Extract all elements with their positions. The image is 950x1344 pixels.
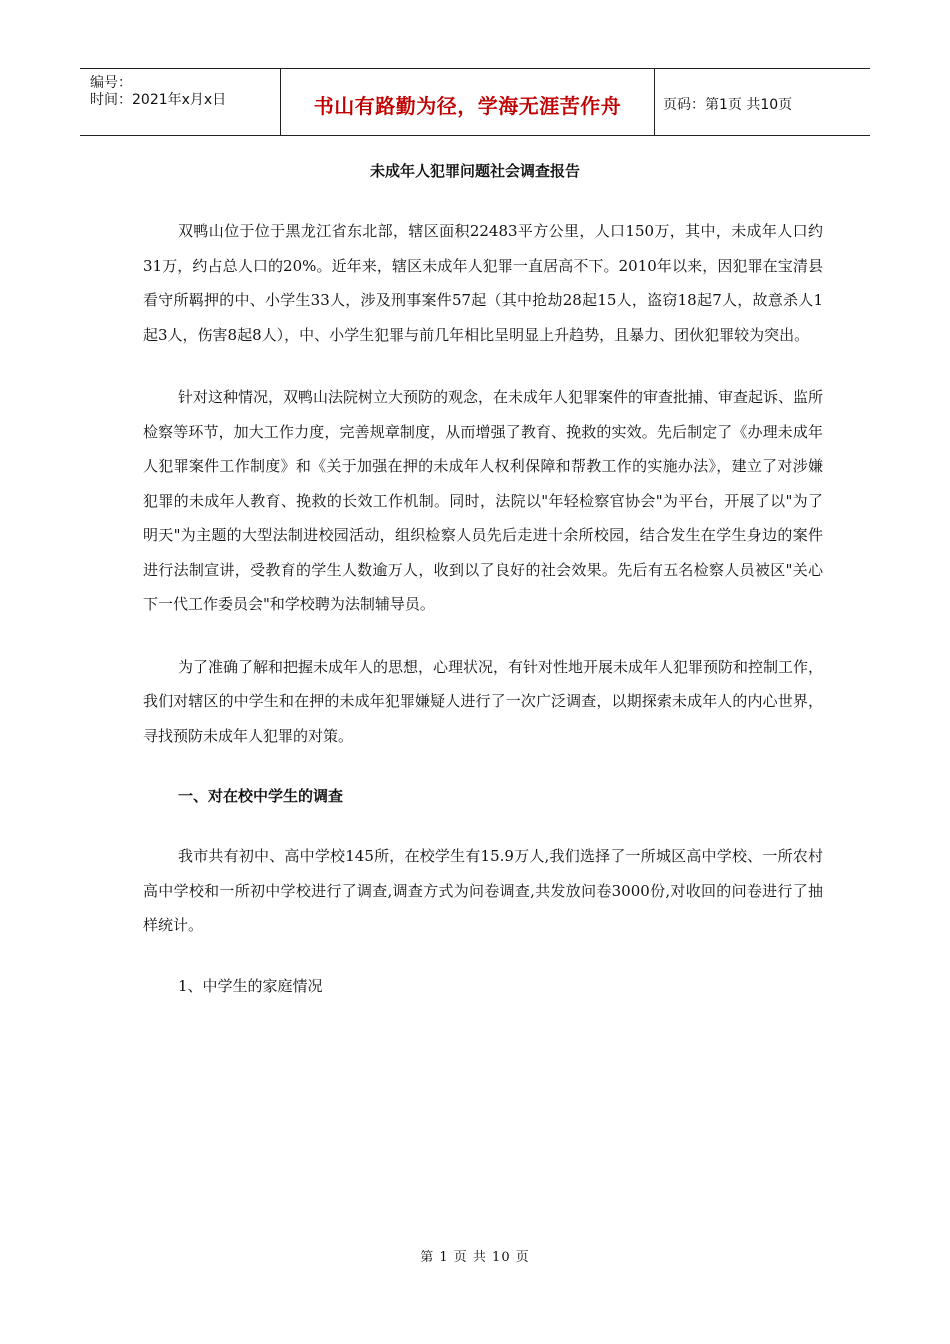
header-table (80, 68, 870, 136)
section-heading-1: 一、对在校中学生的调查 (178, 787, 344, 805)
document-title: 未成年人犯罪问题社会调查报告 (369, 162, 580, 180)
paragraph-intro: 双鸭山位于位于黑龙江省东北部，辖区面积22483平方公里，人口150万，其中，未成年人口约31万，约占总人口的20%。近年来，辖区未成年人犯罪一直居高不下。2010年以来，因犯罪在宝清县看守所羁押的中、小学生33人，涉及刑事案件57起（其中抢劫28起15人，盗窃18起7人，故意杀人1起3人，伤害8起8人），中、小学生犯罪与前几年相比呈明显上升趋势，且暴力、团伙犯罪较为突出。 (143, 222, 823, 344)
subheading-family: 1、中学生的家庭情况 (178, 976, 323, 995)
paragraph-purpose: 为了准确了解和把握未成年人的思想，心理状况，有针对性地开展未成年人犯罪预防和控制工作，我们对辖区的中学生和在押的未成年犯罪嫌疑人进行了一次广泛调查，以期探索未成年人的内心世界，寻找预防未成年人犯罪的对策。 (143, 657, 824, 745)
paragraph-gap (143, 352, 823, 380)
page-info: 页码：第1页 共10页 (663, 96, 793, 113)
header-meta-cell (80, 69, 281, 135)
document-body (143, 214, 823, 1001)
paragraph-measures: 针对这种情况，双鸭山法院树立大预防的观念，在未成年人犯罪案件的审查批捕、审查起诉、监所检察等环节，加大工作力度，完善规章制度，从而增强了教育、挽救的实效。先后制定了《办理未成年人犯罪案件工作制度》和《关于加强在押的未成年人权利保障和帮教工作的实施办法》，建立了对涉嫌犯罪的未成年人教育、挽救的长效工作机制。同时，法院以"年轻检察官协会"为平台，开展了以"为了明天"为主题的大型法制进校园活动，组织检察人员先后走进十余所校园，结合发生在学生身边的案件进行法制宣讲，受教育的学生人数逾万人，收到以了良好的社会效果。先后有五名检察人员被区"关心下一代工作委员会"和学校聘为法制辅导员。 (143, 388, 824, 613)
header-motto-cell (281, 69, 655, 135)
header-page-cell (655, 69, 870, 135)
paragraph-gap (143, 811, 823, 839)
paragraph-gap (143, 753, 823, 781)
motto-text: 书山有路勤为径，学海无涯苦作舟 (313, 93, 622, 118)
date-label: 时间：2021年x月x日 (90, 92, 227, 108)
paragraph-gap (143, 943, 823, 971)
paragraph-gap (143, 622, 823, 650)
paragraph-survey: 我市共有初中、高中学校145所，在校学生有15.9万人,我们选择了一所城区高中学校、一所农村高中学校和一所初中学校进行了调查,调查方式为问卷调查,共发放问卷3000份,对收回的问卷进行了抽样统计。 (143, 847, 823, 934)
serial-number-label: 编号： (90, 75, 132, 91)
page-footer: 第 1 页 共 10 页 (420, 1250, 530, 1265)
